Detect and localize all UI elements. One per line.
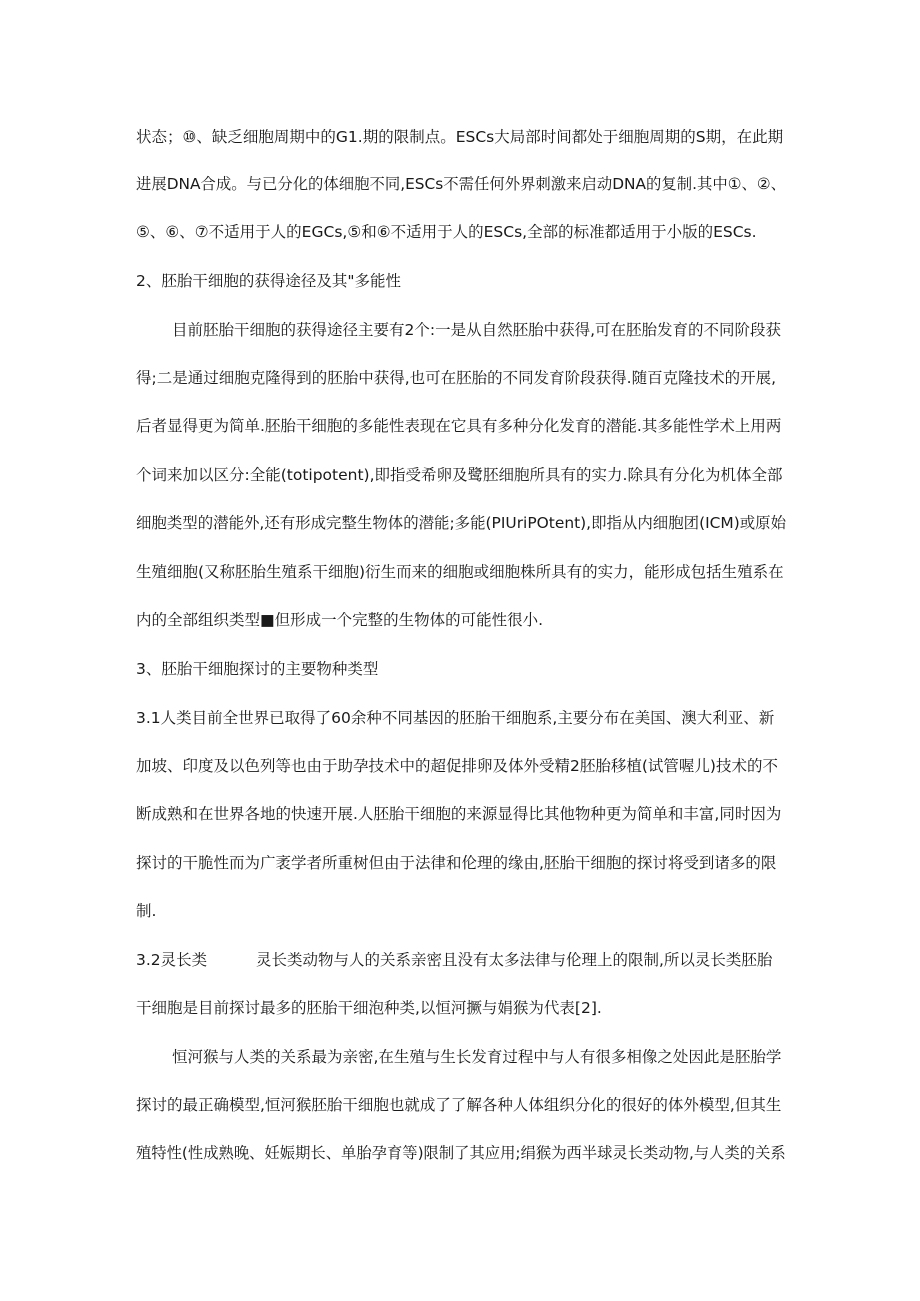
- text-line: 细胞类型的潜能外,还有形成完整生物体的潜能;多能(PIUriPOtent),即指从内细胞团(ICM)或原始: [136, 514, 787, 532]
- text-line: 生殖细胞(又称胚胎生殖系干细胞)衍生而来的细胞或细胞株所具有的实力，能形成包括生殖系在: [136, 563, 784, 581]
- text-line: 干细胞是目前探讨最多的胚胎干细泡种类,以恒河撅与娟猴为代表[2].: [136, 999, 602, 1017]
- text-line: 加坡、印度及以色列等也由于助孕技术中的超促排卵及体外受精2胚胎移植(试管喔儿)技术的不: [136, 757, 778, 775]
- text-line: 制.: [136, 902, 157, 920]
- text-line: 3.1人类目前全世界已取得了60余种不同基因的胚胎干细胞系,主要分布在美国、澳大利亚、新: [136, 709, 775, 727]
- text-line: 探讨的最正确模型,恒河猴胚胎干细胞也就成了了解各种人体组织分化的很好的体外模型,但其生: [136, 1096, 782, 1114]
- text-line: ⑤、⑥、⑦不适用于人的EGCs,⑤和⑥不适用于人的ESCs,全部的标准都适用于小版的ESCs.: [136, 223, 757, 241]
- text-line: 断成熟和在世界各地的快速开展.人胚胎干细胞的来源显得比其他物种更为简单和丰富,同时因为: [136, 805, 782, 823]
- text-line: 状态；⑩、缺乏细胞周期中的G1.期的限制点。ESCs大局部时间都处于细胞周期的S期，在此期: [136, 128, 784, 146]
- subsection-heading: 3.2灵长类: [136, 951, 208, 969]
- text-line: 灵长类动物与人的关系亲密且没有太多法律与伦理上的限制,所以灵长类胚胎: [256, 951, 773, 969]
- text-line: 个词来加以区分:全能(totipotent),即指受希卵及鹭胚细胞所具有的实力.除具有分化为机体全部: [136, 466, 783, 484]
- text-line: 目前胚胎干细胞的获得途径主要有2个:一是从自然胚胎中获得,可在胚胎发育的不同阶段获: [172, 321, 782, 339]
- section-heading: 3、胚胎干细胞探讨的主要物种类型: [136, 660, 379, 678]
- text-line: 进展DNA合成。与已分化的体细胞不同,ESCs不需任何外界刺激来启动DNA的复制.其中①、②、: [136, 175, 786, 193]
- text-line: 得;二是通过细胞克隆得到的胚胎中获得,也可在胚胎的不同发育阶段获得.随百克隆技术的开展,: [136, 369, 777, 387]
- text-line: 恒河猴与人类的关系最为亲密,在生殖与生长发育过程中与人有很多相像之处因此是胚胎学: [172, 1048, 782, 1066]
- section-heading: 2、胚胎干细胞的获得途径及其"多能性: [136, 272, 401, 290]
- text-line: 殖特性(性成熟晚、妊娠期长、单胎孕育等)限制了其应用;绢猴为西半球灵长类动物,与人类的关系: [136, 1144, 786, 1162]
- text-line: 探讨的干脆性而为广袤学者所重树但由于法律和伦理的缘由,胚胎干细胞的探讨将受到诸多的限: [136, 854, 777, 872]
- text-line: 后者显得更为简单.胚胎干细胞的多能性表现在它具有多种分化发育的潜能.其多能性学术上用两: [136, 417, 782, 435]
- text-line: 内的全部组织类型■但形成一个完整的生物体的可能性很小.: [136, 611, 544, 629]
